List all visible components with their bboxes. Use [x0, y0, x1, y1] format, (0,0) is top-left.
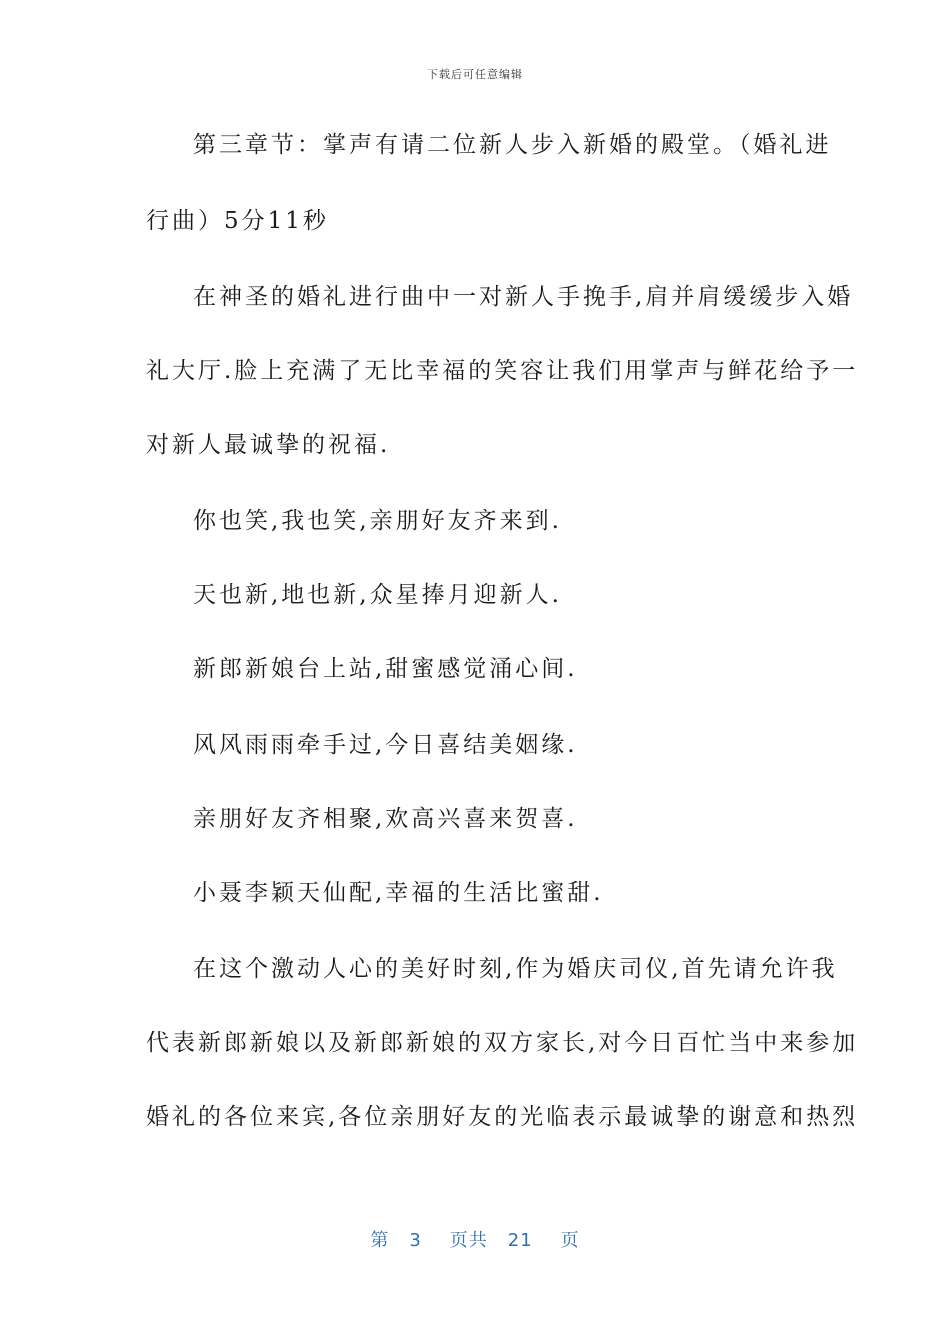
page-footer — [0, 1226, 950, 1252]
footer-current-page: 3 — [409, 1230, 422, 1251]
body-line: 亲朋好友齐相聚,欢高兴喜来贺喜. — [193, 806, 578, 832]
body-line: 行曲）5分11秒 — [146, 208, 329, 234]
body-line: 你也笑,我也笑,亲朋好友齐来到. — [193, 508, 562, 534]
body-line: 天也新,地也新,众星捧月迎新人. — [193, 582, 562, 608]
body-line: 小聂李颖天仙配,幸福的生活比蜜甜. — [193, 880, 604, 906]
body-line: 在这个激动人心的美好时刻,作为婚庆司仪,首先请允许我 — [193, 956, 838, 982]
footer-middle: 页共 — [449, 1230, 488, 1251]
body-line: 风风雨雨牵手过,今日喜结美姻缘. — [193, 732, 578, 758]
body-line: 婚礼的各位来宾,各位亲朋好友的光临表示最诚挚的谢意和热烈 — [146, 1104, 859, 1130]
body-line: 新郎新娘台上站,甜蜜感觉涌心间. — [193, 656, 578, 682]
body-line: 对新人最诚挚的祝福. — [146, 432, 391, 458]
body-line: 在神圣的婚礼进行曲中一对新人手挽手,肩并肩缓缓步入婚 — [193, 284, 854, 310]
header-note: 下载后可任意编辑 — [427, 68, 523, 81]
body-line: 第三章节：掌声有请二位新人步入新婚的殿堂。（婚礼进 — [193, 132, 832, 158]
footer-total-pages: 21 — [507, 1230, 533, 1251]
footer-suffix: 页 — [560, 1230, 580, 1251]
body-line: 代表新郎新娘以及新郎新娘的双方家长,对今日百忙当中来参加 — [146, 1030, 859, 1056]
body-line: 礼大厅.脸上充满了无比幸福的笑容让我们用掌声与鲜花给予一 — [146, 358, 859, 384]
footer-prefix: 第 — [370, 1230, 390, 1251]
